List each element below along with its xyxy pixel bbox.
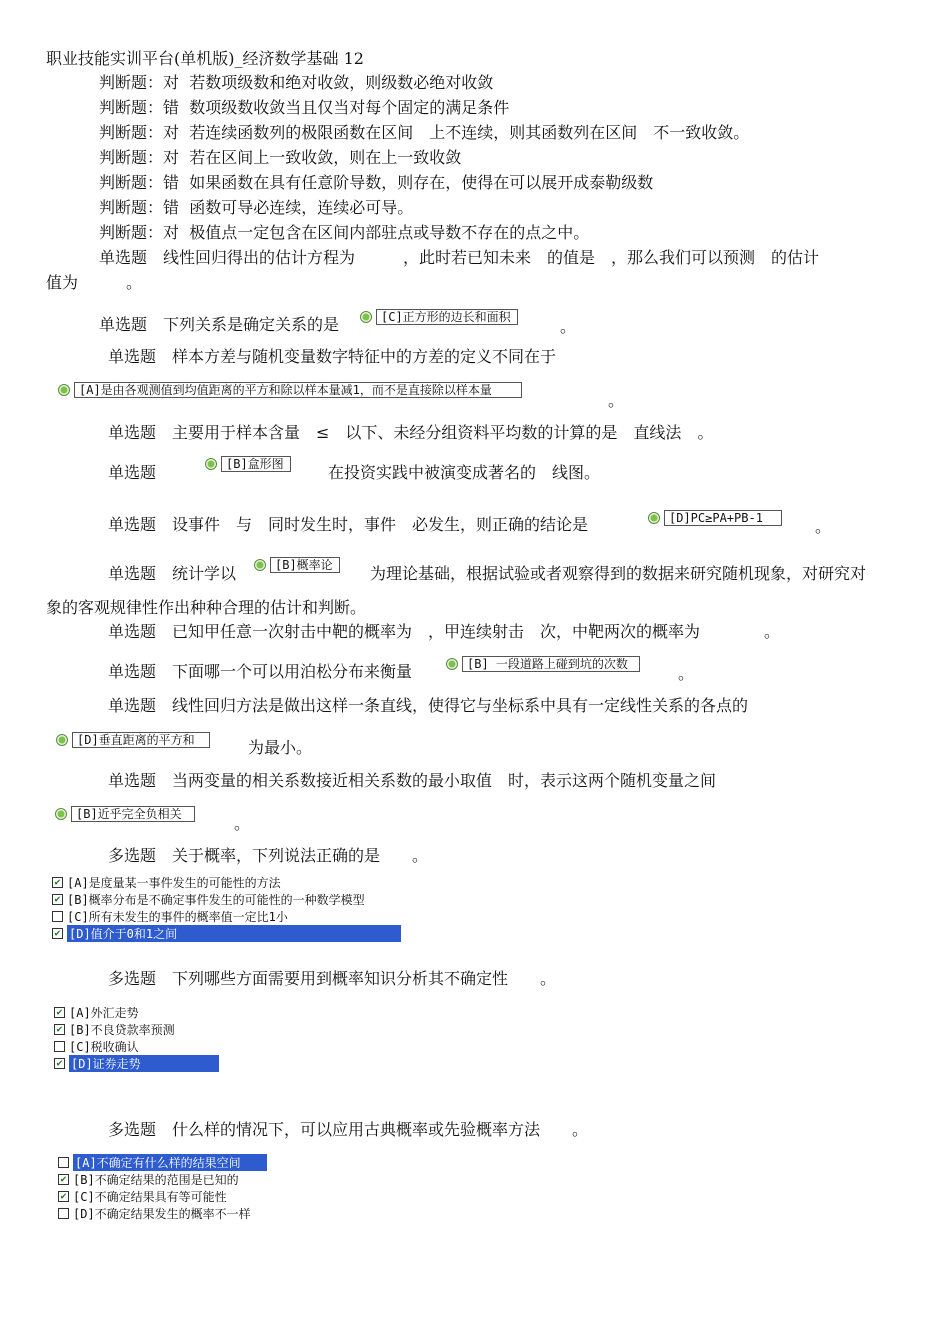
judgment-item bbox=[99, 147, 461, 169]
radio-selected-icon bbox=[446, 658, 458, 670]
single-question-label: 单选题 bbox=[108, 463, 157, 482]
radio-selected-icon bbox=[205, 458, 217, 470]
option-label: [B]不确定结果的范围是已知的 bbox=[73, 1173, 239, 1187]
radio-selected-icon bbox=[58, 384, 70, 396]
selected-answer[interactable] bbox=[58, 381, 522, 399]
single-question-text: 单选题 当两变量的相关系数接近相关系数的最小取值 时，表示这两个随机变量之间 bbox=[108, 771, 717, 790]
option-label: [D]不确定结果发生的概率不一样 bbox=[73, 1207, 251, 1221]
checkbox-empty-icon[interactable] bbox=[58, 1208, 69, 1219]
answer-option: [D]垂直距离的平方和 bbox=[72, 732, 210, 748]
single-question-text: 单选题 下列关系是确定关系的是 bbox=[99, 315, 340, 334]
checkbox-list bbox=[58, 1154, 267, 1222]
single-question-text: 为理论基础，根据试验或者观察得到的数据来研究随机现象，对研究对 bbox=[370, 564, 867, 583]
option-label: [C]不确定结果具有等可能性 bbox=[73, 1190, 227, 1204]
question-type: 判断题： bbox=[99, 98, 164, 117]
punct: 。 bbox=[815, 517, 832, 536]
judgment-item bbox=[99, 222, 589, 244]
single-question-text: 单选题 下面哪一个可以用泊松分布来衡量 bbox=[108, 662, 413, 681]
judgment-item bbox=[99, 72, 493, 94]
checkbox-option[interactable] bbox=[54, 1004, 219, 1021]
answer-option: [A]是由各观测值到均值距离的平方和除以样本量减1，而不是直接除以样本量 bbox=[74, 382, 522, 398]
question-text: 数项级数收敛当且仅当对每个固定的满足条件 bbox=[189, 98, 510, 117]
checkbox-option[interactable] bbox=[54, 1055, 219, 1072]
judgment-item bbox=[99, 197, 413, 219]
answer: 错 bbox=[163, 173, 180, 192]
question-text: 若在区间上一致收敛，则在上一致收敛 bbox=[189, 148, 462, 167]
answer: 对 bbox=[163, 123, 180, 142]
checkbox-option[interactable] bbox=[54, 1038, 219, 1055]
checkbox-option[interactable] bbox=[52, 874, 401, 891]
question-type: 判断题： bbox=[99, 148, 164, 167]
option-label: [D]值介于0和1之间 bbox=[67, 925, 401, 942]
selected-answer[interactable] bbox=[446, 655, 640, 673]
single-question-text: 单选题 统计学以 bbox=[108, 564, 237, 583]
question-type: 判断题： bbox=[99, 173, 164, 192]
radio-selected-icon bbox=[648, 512, 660, 524]
option-label: [B]概率分布是不确定事件发生的可能性的一种数学模型 bbox=[67, 893, 365, 907]
checkbox-checked-icon[interactable]: ✔ bbox=[54, 1058, 65, 1069]
judgment-item bbox=[99, 172, 653, 194]
multi-question-text: 多选题 下列哪些方面需要用到概率知识分析其不确定性 。 bbox=[108, 969, 557, 988]
checkbox-option[interactable] bbox=[54, 1021, 219, 1038]
answer: 对 bbox=[163, 223, 180, 242]
answer: 错 bbox=[163, 198, 180, 217]
checkbox-option[interactable] bbox=[58, 1154, 267, 1171]
single-question-text: 单选题 线性回归得出的估计方程为 ，此时若已知未来 的值是 ，那么我们可以预测 的估计 bbox=[99, 248, 820, 267]
option-label: [D]证券走势 bbox=[69, 1055, 219, 1072]
question-type: 判断题： bbox=[99, 123, 164, 142]
option-label: [A]是度量某一事件发生的可能性的方法 bbox=[67, 876, 281, 890]
answer-option: [B] 一段道路上碰到坑的次数 bbox=[462, 656, 640, 672]
checkbox-empty-icon[interactable] bbox=[58, 1157, 69, 1168]
answer-option: [C]正方形的边长和面积 bbox=[376, 309, 518, 325]
answer-option: [B]盒形图 bbox=[221, 456, 291, 472]
option-label: [B]不良贷款率预测 bbox=[69, 1023, 175, 1037]
checkbox-empty-icon[interactable] bbox=[54, 1041, 65, 1052]
question-text: 若数项级数和绝对收敛，则级数必绝对收敛 bbox=[189, 73, 494, 92]
checkbox-option[interactable] bbox=[52, 891, 401, 908]
option-label: [C]税收确认 bbox=[69, 1040, 139, 1054]
checkbox-list bbox=[52, 874, 401, 942]
checkbox-option[interactable] bbox=[58, 1188, 267, 1205]
selected-answer[interactable] bbox=[55, 805, 195, 823]
checkbox-checked-icon[interactable]: ✔ bbox=[58, 1191, 69, 1202]
checkbox-option[interactable] bbox=[52, 908, 401, 925]
question-type: 判断题： bbox=[99, 223, 164, 242]
option-label: [C]所有未发生的事件的概率值一定比1小 bbox=[67, 910, 288, 924]
single-question-text: 单选题 设事件 与 同时发生时，事件 必发生，则正确的结论是 bbox=[108, 515, 589, 534]
answer-option: [B]概率论 bbox=[270, 557, 340, 573]
single-question-text: 为最小。 bbox=[248, 738, 313, 757]
answer: 对 bbox=[163, 148, 180, 167]
option-label: [A]外汇走势 bbox=[69, 1006, 139, 1020]
single-question-text: 值为 。 bbox=[46, 273, 143, 292]
question-text: 若连续函数列的极限函数在区间 上不连续，则其函数列在区间 不一致收敛。 bbox=[189, 123, 750, 142]
checkbox-empty-icon[interactable] bbox=[52, 911, 63, 922]
question-text: 函数可导必连续，连续必可导。 bbox=[189, 198, 414, 217]
answer-option: [B]近乎完全负相关 bbox=[71, 806, 195, 822]
page-title: 职业技能实训平台(单机版)_经济数学基础 12 bbox=[46, 49, 364, 68]
checkbox-option[interactable] bbox=[58, 1171, 267, 1188]
selected-answer[interactable] bbox=[648, 509, 782, 527]
answer: 错 bbox=[163, 98, 180, 117]
single-question-text: 单选题 线性回归方法是做出这样一条直线，使得它与坐标系中具有一定线性关系的各点的 bbox=[108, 696, 749, 715]
selected-answer[interactable] bbox=[205, 455, 291, 473]
punct: 。 bbox=[608, 391, 625, 410]
radio-selected-icon bbox=[55, 808, 67, 820]
single-question-text: 单选题 主要用于样本含量 ≤ 以下、未经分组资料平均数的计算的是 直线法 。 bbox=[108, 423, 714, 442]
answer: 对 bbox=[163, 73, 180, 92]
punct: 。 bbox=[234, 814, 251, 833]
checkbox-option[interactable] bbox=[58, 1205, 267, 1222]
checkbox-option[interactable] bbox=[52, 925, 401, 942]
single-question-text: 单选题 样本方差与随机变量数字特征中的方差的定义不同在于 bbox=[108, 347, 557, 366]
question-text: 如果函数在具有任意阶导数，则存在，使得在可以展开成泰勒级数 bbox=[189, 173, 654, 192]
single-question-text: 单选题 已知甲任意一次射击中靶的概率为 ，甲连续射击 次，中靶两次的概率为 。 bbox=[108, 622, 781, 641]
selected-answer[interactable] bbox=[56, 731, 210, 749]
checkbox-checked-icon[interactable]: ✔ bbox=[58, 1174, 69, 1185]
checkbox-checked-icon[interactable]: ✔ bbox=[54, 1007, 65, 1018]
checkbox-checked-icon[interactable]: ✔ bbox=[52, 894, 63, 905]
checkbox-checked-icon[interactable]: ✔ bbox=[52, 928, 63, 939]
question-text: 极值点一定包含在区间内部驻点或导数不存在的点之中。 bbox=[189, 223, 590, 242]
answer-option: [D]PC≥PA+PB-1 bbox=[664, 510, 782, 526]
radio-selected-icon bbox=[56, 734, 68, 746]
punct: 。 bbox=[560, 317, 577, 336]
punct: 。 bbox=[678, 664, 695, 683]
radio-selected-icon bbox=[360, 311, 372, 323]
multi-question-text: 多选题 关于概率，下列说法正确的是 。 bbox=[108, 846, 429, 865]
question-type: 判断题： bbox=[99, 73, 164, 92]
option-label: [A]不确定有什么样的结果空间 bbox=[73, 1154, 267, 1171]
checkbox-list bbox=[54, 1004, 219, 1072]
selected-answer[interactable] bbox=[254, 556, 340, 574]
question-type: 判断题： bbox=[99, 198, 164, 217]
single-question-text: 在投资实践中被演变成著名的 线图。 bbox=[328, 463, 601, 482]
selected-answer[interactable] bbox=[360, 308, 518, 326]
judgment-item bbox=[99, 122, 749, 144]
single-question-text: 象的客观规律性作出种种合理的估计和判断。 bbox=[46, 598, 367, 617]
judgment-item bbox=[99, 97, 509, 119]
checkbox-checked-icon[interactable]: ✔ bbox=[52, 877, 63, 888]
multi-question-text: 多选题 什么样的情况下，可以应用古典概率或先验概率方法 。 bbox=[108, 1120, 589, 1139]
checkbox-checked-icon[interactable]: ✔ bbox=[54, 1024, 65, 1035]
radio-selected-icon bbox=[254, 559, 266, 571]
